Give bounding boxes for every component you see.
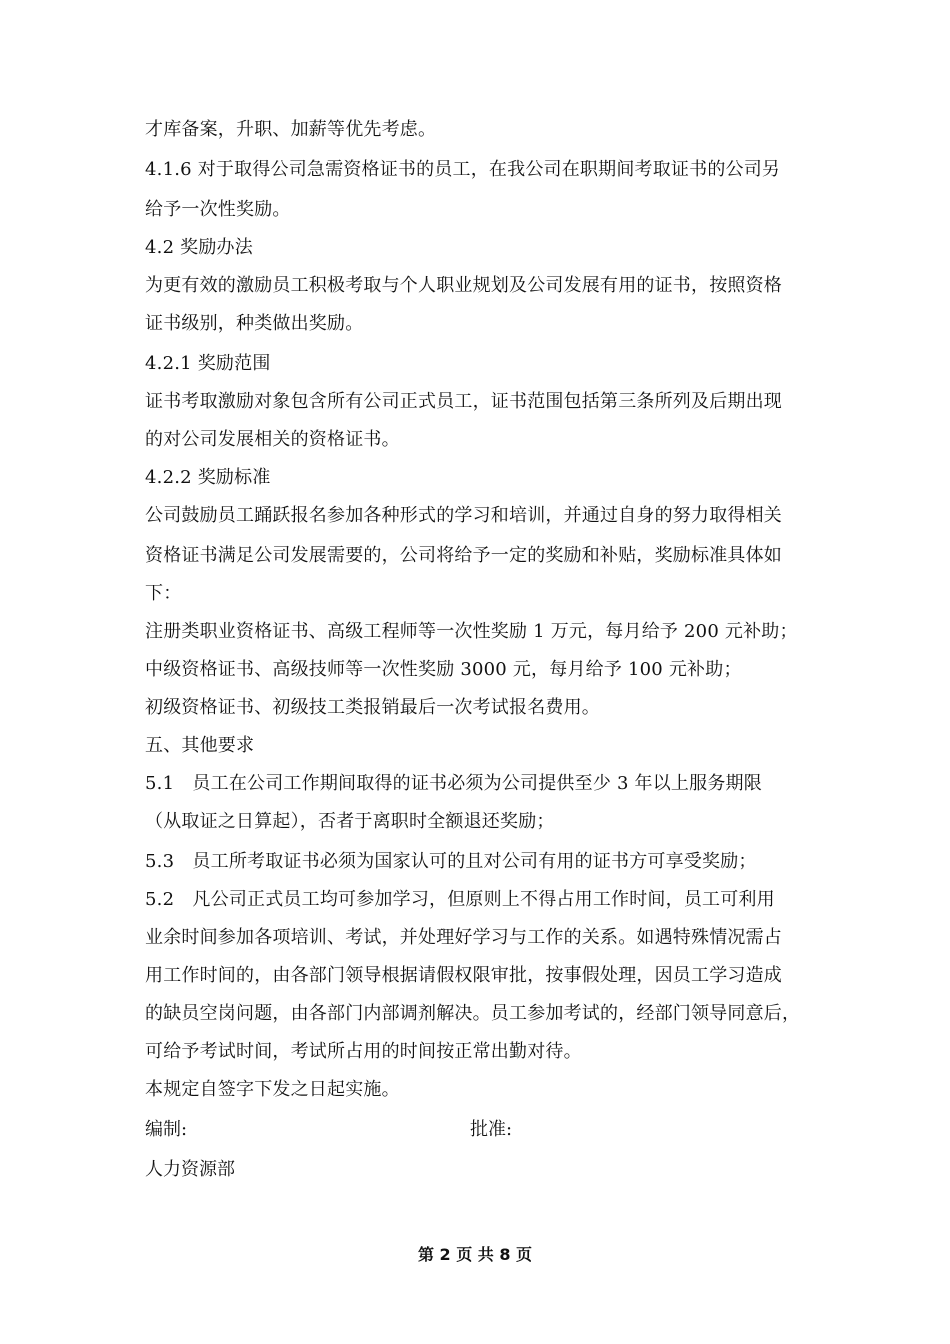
body-line: 注册类职业资格证书、高级工程师等一次性奖励 1 万元，每月给予 200 元补助；: [145, 621, 798, 642]
body-line: 下：: [145, 583, 182, 604]
department-name: 人力资源部: [145, 1159, 235, 1180]
body-line: 5.3 员工所考取证书必须为国家认可的且对公司有用的证书方可享受奖励；: [145, 851, 757, 872]
body-line: 给予一次性奖励。: [145, 199, 291, 220]
body-line: 的缺员空岗问题，由各部门内部调剂解决。员工参加考试的，经部门领导同意后，: [145, 1003, 801, 1024]
body-line: 初级资格证书、初级技工类报销最后一次考试报名费用。: [145, 697, 600, 718]
body-line: 中级资格证书、高级技师等一次性奖励 3000 元，每月给予 100 元补助；: [145, 659, 742, 680]
body-line: 的对公司发展相关的资格证书。: [145, 429, 400, 450]
section-heading: 五、其他要求: [145, 735, 255, 756]
body-line: 资格证书满足公司发展需要的，公司将给予一定的奖励和补贴，奖励标准具体如: [145, 545, 782, 566]
body-line: 5.2 凡公司正式员工均可参加学习，但原则上不得占用工作时间，员工可利用: [145, 889, 775, 910]
body-line: 为更有效的激励员工积极考取与个人职业规划及公司发展有用的证书，按照资格: [145, 275, 782, 296]
body-line: 5.1 员工在公司工作期间取得的证书必须为公司提供至少 3 年以上服务期限: [145, 773, 762, 794]
body-line: 公司鼓励员工踊跃报名参加各种形式的学习和培训，并通过自身的努力取得相关: [145, 505, 782, 526]
body-line: （从取证之日算起），否者于离职时全额退还奖励；: [145, 811, 555, 832]
body-line: 才库备案，升职、加薪等优先考虑。: [145, 119, 437, 140]
body-line: 用工作时间的，由各部门领导根据请假权限审批，按事假处理，因员工学习造成: [145, 965, 782, 986]
page-number: 第 2 页 共 8 页: [417, 1245, 533, 1264]
body-line: 本规定自签字下发之日起实施。: [145, 1079, 400, 1100]
body-line: 证书级别，种类做出奖励。: [145, 313, 364, 334]
body-line: 证书考取激励对象包含所有公司正式员工，证书范围包括第三条所列及后期出现: [145, 391, 782, 412]
prepared-by-label: 编制:: [145, 1119, 188, 1140]
section-heading: 4.2.2 奖励标准: [145, 467, 271, 488]
section-heading: 4.2 奖励办法: [145, 237, 253, 258]
body-line: 4.1.6 对于取得公司急需资格证书的员工，在我公司在职期间考取证书的公司另: [145, 159, 781, 180]
body-line: 业余时间参加各项培训、考试，并处理好学习与工作的关系。如遇特殊情况需占: [145, 927, 782, 948]
section-heading: 4.2.1 奖励范围: [145, 353, 271, 374]
approved-by-label: 批准:: [470, 1119, 513, 1140]
body-line: 可给予考试时间，考试所占用的时间按正常出勤对待。: [145, 1041, 582, 1062]
